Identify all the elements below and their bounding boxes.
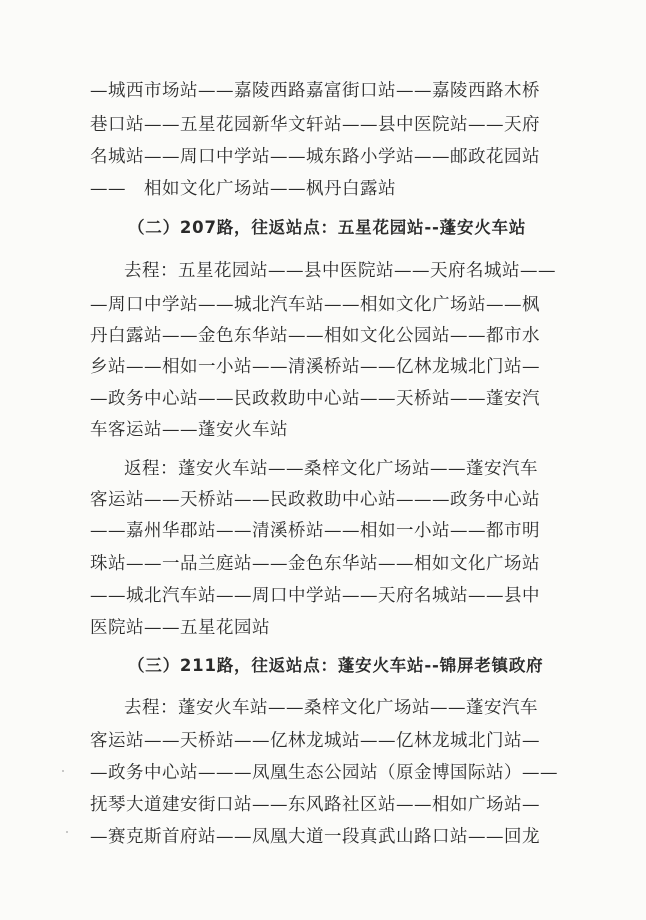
scan-speck xyxy=(62,770,64,772)
text-line: 返程：蓬安火车站——桑梓文化广场站——蓬安汽车 xyxy=(124,459,538,479)
text-line: 去程：蓬安火车站——桑梓文化广场站——蓬安汽车 xyxy=(124,698,538,718)
section-heading: （三）211路，往返站点：蓬安火车站--锦屏老镇政府 xyxy=(128,656,544,675)
text-line: 客运站——天桥站——亿林龙城站——亿林龙城北门站— xyxy=(90,731,540,751)
text-line: 抚琴大道建安街口站——东风路社区站——相如广场站— xyxy=(90,795,540,815)
text-line: 医院站——五星花园站 xyxy=(90,618,270,638)
text-line: 名城站——周口中学站——城东路小学站——邮政花园站 xyxy=(90,147,540,167)
text-line: 车客运站——蓬安火车站 xyxy=(90,420,288,440)
text-line: —周口中学站——城北汽车站——相如文化广场站——枫 xyxy=(90,295,540,315)
text-line: —政务中心站——民政救助中心站——天桥站——蓬安汽 xyxy=(90,389,540,409)
text-line: 客运站——天桥站——民政救助中心站———政务中心站 xyxy=(90,490,540,510)
text-line: 丹白露站——金色东华站——相如文化公园站——都市水 xyxy=(90,326,540,346)
text-line: —赛克斯首府站——凤凰大道一段真武山路口站——回龙 xyxy=(90,827,540,847)
text-line: ——嘉州华郡站——清溪桥站——相如一小站——都市明 xyxy=(90,521,540,541)
text-line: —城西市场站——嘉陵西路嘉富街口站——嘉陵西路木桥 xyxy=(90,81,540,101)
text-line: 去程：五星花园站——县中医院站——天府名城站—— xyxy=(124,261,556,281)
section-heading: （二）207路，往返站点：五星花园站--蓬安火车站 xyxy=(128,218,527,237)
text-line: —— 相如文化广场站——枫丹白露站 xyxy=(90,179,396,199)
text-line: ——城北汽车站——周口中学站——天府名城站——县中 xyxy=(90,586,540,606)
scan-speck xyxy=(66,831,68,833)
text-line: 巷口站——五星花园新华文轩站——县中医院站——天府 xyxy=(90,115,540,135)
text-line: 珠站——一品兰庭站——金色东华站——相如文化广场站 xyxy=(90,554,540,574)
text-line: 乡站——相如一小站——清溪桥站——亿林龙城北门站— xyxy=(90,357,540,377)
text-line: —政务中心站———凤凰生态公园站（原金博国际站）—— xyxy=(90,763,558,783)
